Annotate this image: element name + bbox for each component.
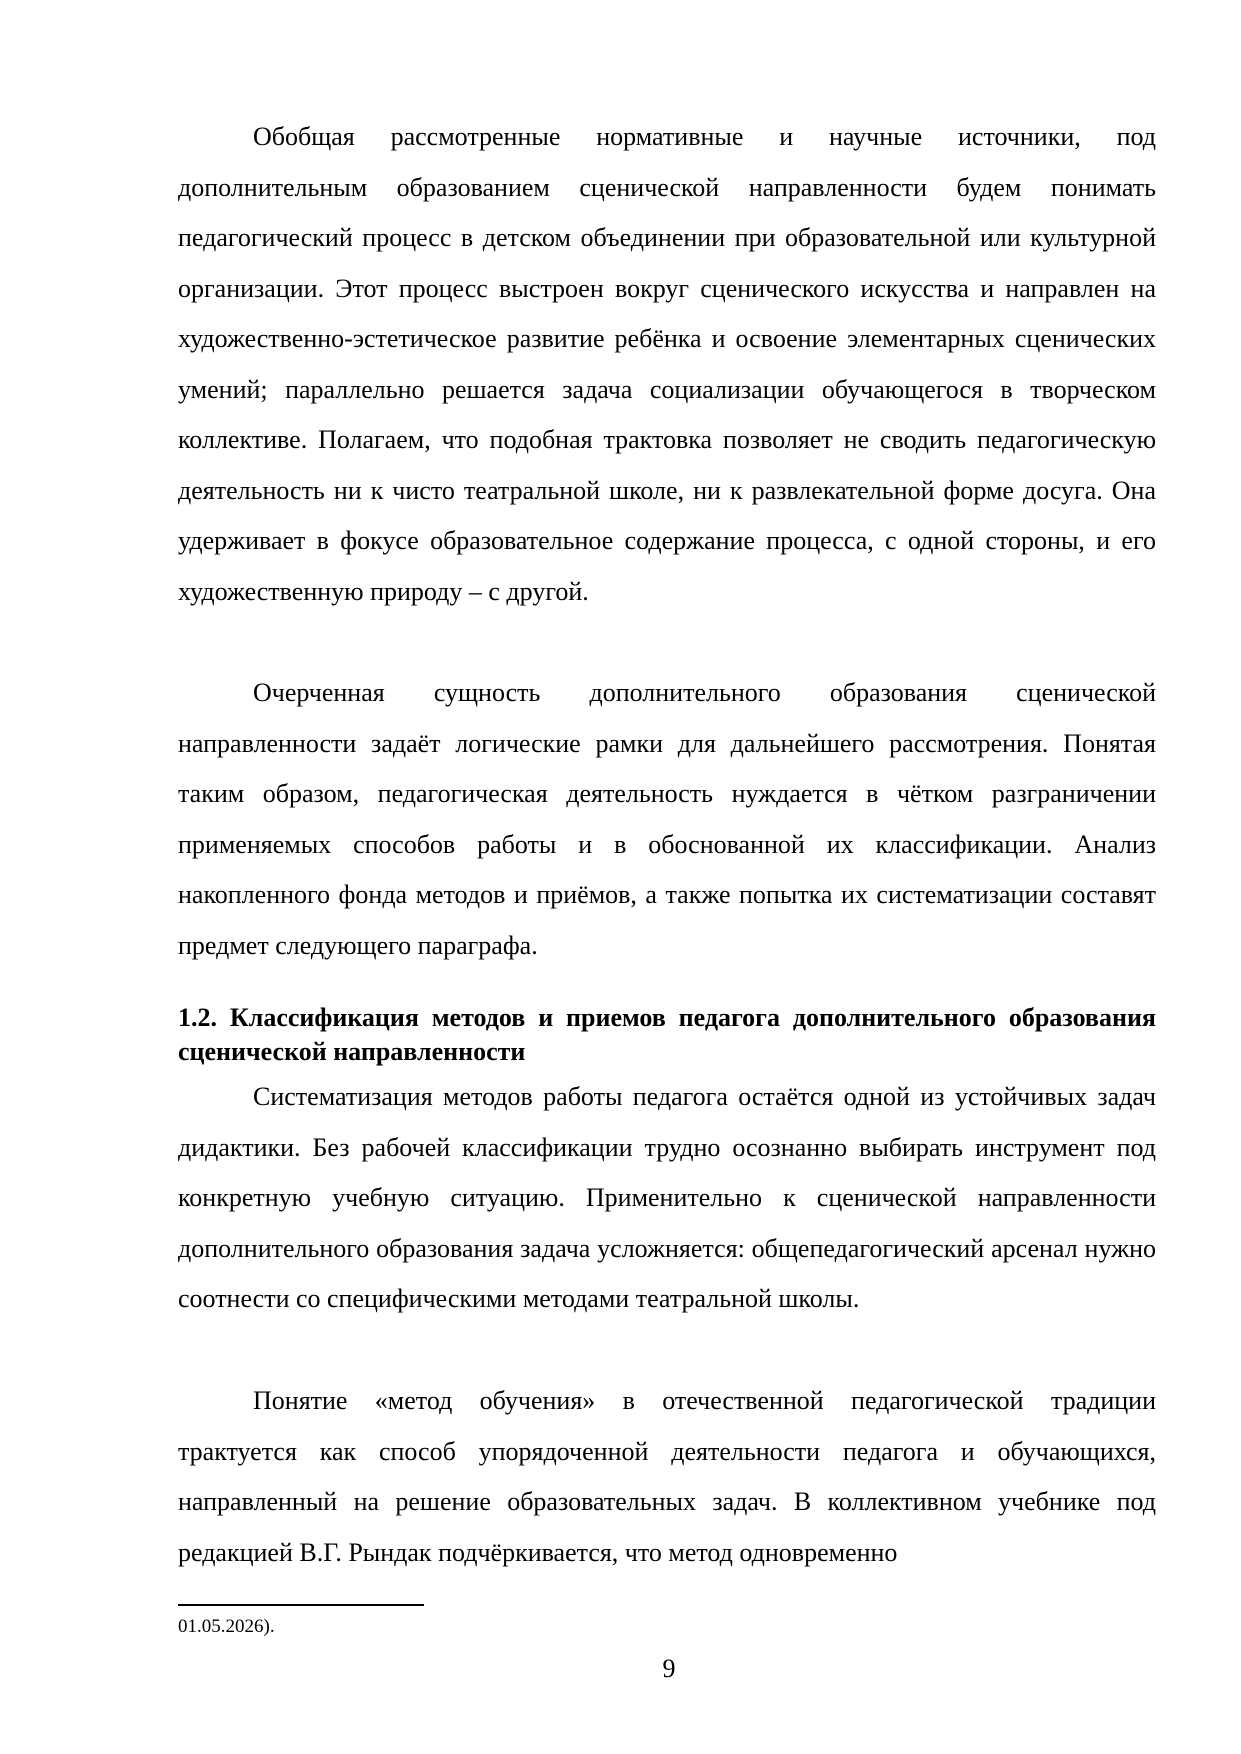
footnote-separator <box>178 1604 424 1606</box>
footnote: 01.05.2026). <box>178 1616 275 1637</box>
page-number: 9 <box>662 1654 676 1683</box>
body-paragraph-2: Очерченная сущность дополнительного образования сценической направленности задаёт логические рамки для дальнейшего рассмотрения. Понятая таким образом, педагогическая деятельность нуждается в чётком разграничении применяемых способов работы и в обоснованной их классификации. Анализ накопленного фонда методов и приёмов, а также попытка их систематизации составят предмет следующего параграфа. <box>178 678 1156 960</box>
section-paragraph-2: Понятие «метод обучения» в отечественной педагогической традиции трактуется как способ упорядоченной деятельности педагога и обучающихся, направленный на решение образовательных задач. В коллективном учебнике под редакцией В.Г. Рындак подчёркивается, что метод одновременно <box>178 1386 1156 1567</box>
body-paragraph-1: Обобщая рассмотренные нормативные и научные источники, под дополнительным образованием сценической направленности будем понимать педагогический процесс в детском объединении при образовательной или культурной организации. Этот процесс выстроен вокруг сценического искусства и направлен на художественно-эстетическое развитие ребёнка и освоение элементарных сценических умений; параллельно решается задача социализации обучающегося в творческом коллективе. Полагаем, что подобная трактовка позволяет не сводить педагогическую деятельность ни к чисто театральной школе, ни к развлекательной форме досуга. Она удерживает в фокусе образовательное содержание процесса, с одной стороны, и его художественную природу – с другой. <box>178 122 1156 606</box>
section-heading: 1.2. Классификация методов и приемов педагога дополнительного образования сценической направленности <box>178 1003 1156 1066</box>
section-paragraph-1: Систематизация методов работы педагога остаётся одной из устойчивых задач дидактики. Без рабочей классификации трудно осознанно выбирать инструмент под конкретную учебную ситуацию. Применительно к сценической направленности дополнительного образования задача усложняется: общепедагогический арсенал нужно соотнести со специфическими методами театральной школы. <box>178 1082 1156 1313</box>
